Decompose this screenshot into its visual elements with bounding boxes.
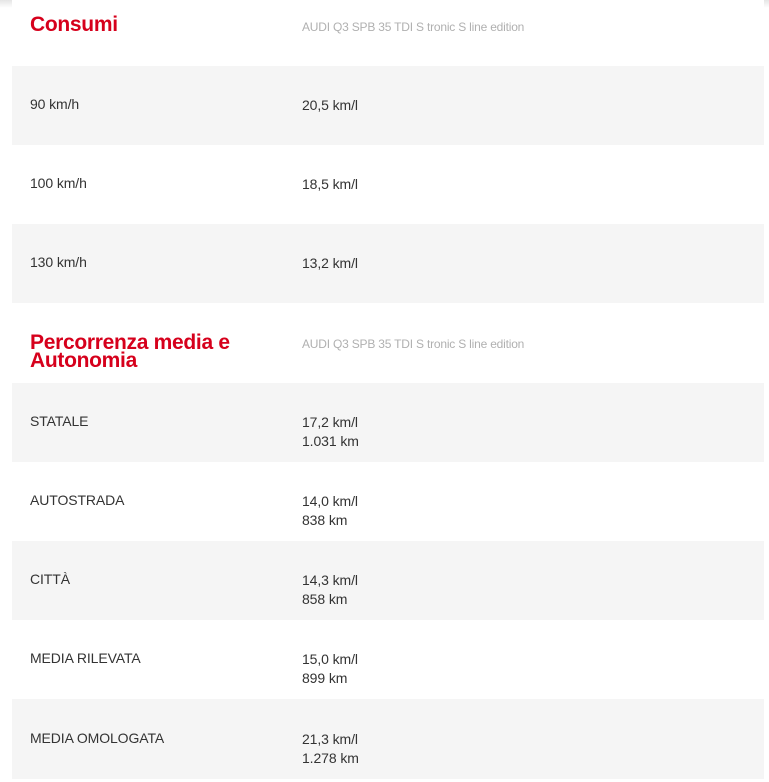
table-row xyxy=(12,224,764,303)
row-label: CITTÀ xyxy=(30,571,70,587)
table-row xyxy=(12,66,764,145)
row-value-range: 858 km xyxy=(302,591,348,607)
percorrenza-header-row xyxy=(12,304,764,383)
table-row xyxy=(12,462,764,541)
row-value xyxy=(302,650,358,688)
table-row xyxy=(12,699,764,779)
table-row xyxy=(12,383,764,462)
row-value-consumption: 17,2 km/l xyxy=(302,414,358,430)
row-value-consumption: 21,3 km/l xyxy=(302,731,358,747)
row-label: 90 km/h xyxy=(30,96,80,112)
table-row xyxy=(12,541,764,620)
row-value-range: 1.031 km xyxy=(302,433,359,449)
row-value-consumption: 14,0 km/l xyxy=(302,493,358,509)
row-value xyxy=(302,571,358,609)
row-value-consumption: 15,0 km/l xyxy=(302,651,358,667)
row-value-range: 1.278 km xyxy=(302,750,359,766)
consumi-header-row xyxy=(12,0,764,66)
row-label: 130 km/h xyxy=(30,254,87,270)
row-value: 18,5 km/l xyxy=(302,176,358,192)
row-value: 13,2 km/l xyxy=(302,255,358,271)
row-value xyxy=(302,413,359,451)
row-value: 20,5 km/l xyxy=(302,97,358,113)
row-value xyxy=(302,492,358,530)
section-title: Consumi xyxy=(30,13,118,36)
table-row xyxy=(12,620,764,699)
row-label: MEDIA OMOLOGATA xyxy=(30,730,165,746)
row-label: AUTOSTRADA xyxy=(30,492,125,508)
row-label: MEDIA RILEVATA xyxy=(30,650,141,666)
percorrenza-table xyxy=(12,304,764,779)
row-value-consumption: 14,3 km/l xyxy=(302,572,358,588)
row-value xyxy=(302,730,359,768)
consumi-table xyxy=(12,0,764,303)
row-label: 100 km/h xyxy=(30,175,87,191)
table-row xyxy=(12,145,764,224)
row-value-range: 838 km xyxy=(302,512,348,528)
row-label: STATALE xyxy=(30,413,89,429)
model-name: AUDI Q3 SPB 35 TDI S tronic S line edition xyxy=(302,337,525,351)
row-value-range: 899 km xyxy=(302,670,348,686)
section-title: Percorrenza media e Autonomia xyxy=(30,331,230,372)
model-name: AUDI Q3 SPB 35 TDI S tronic S line edition xyxy=(302,20,525,34)
